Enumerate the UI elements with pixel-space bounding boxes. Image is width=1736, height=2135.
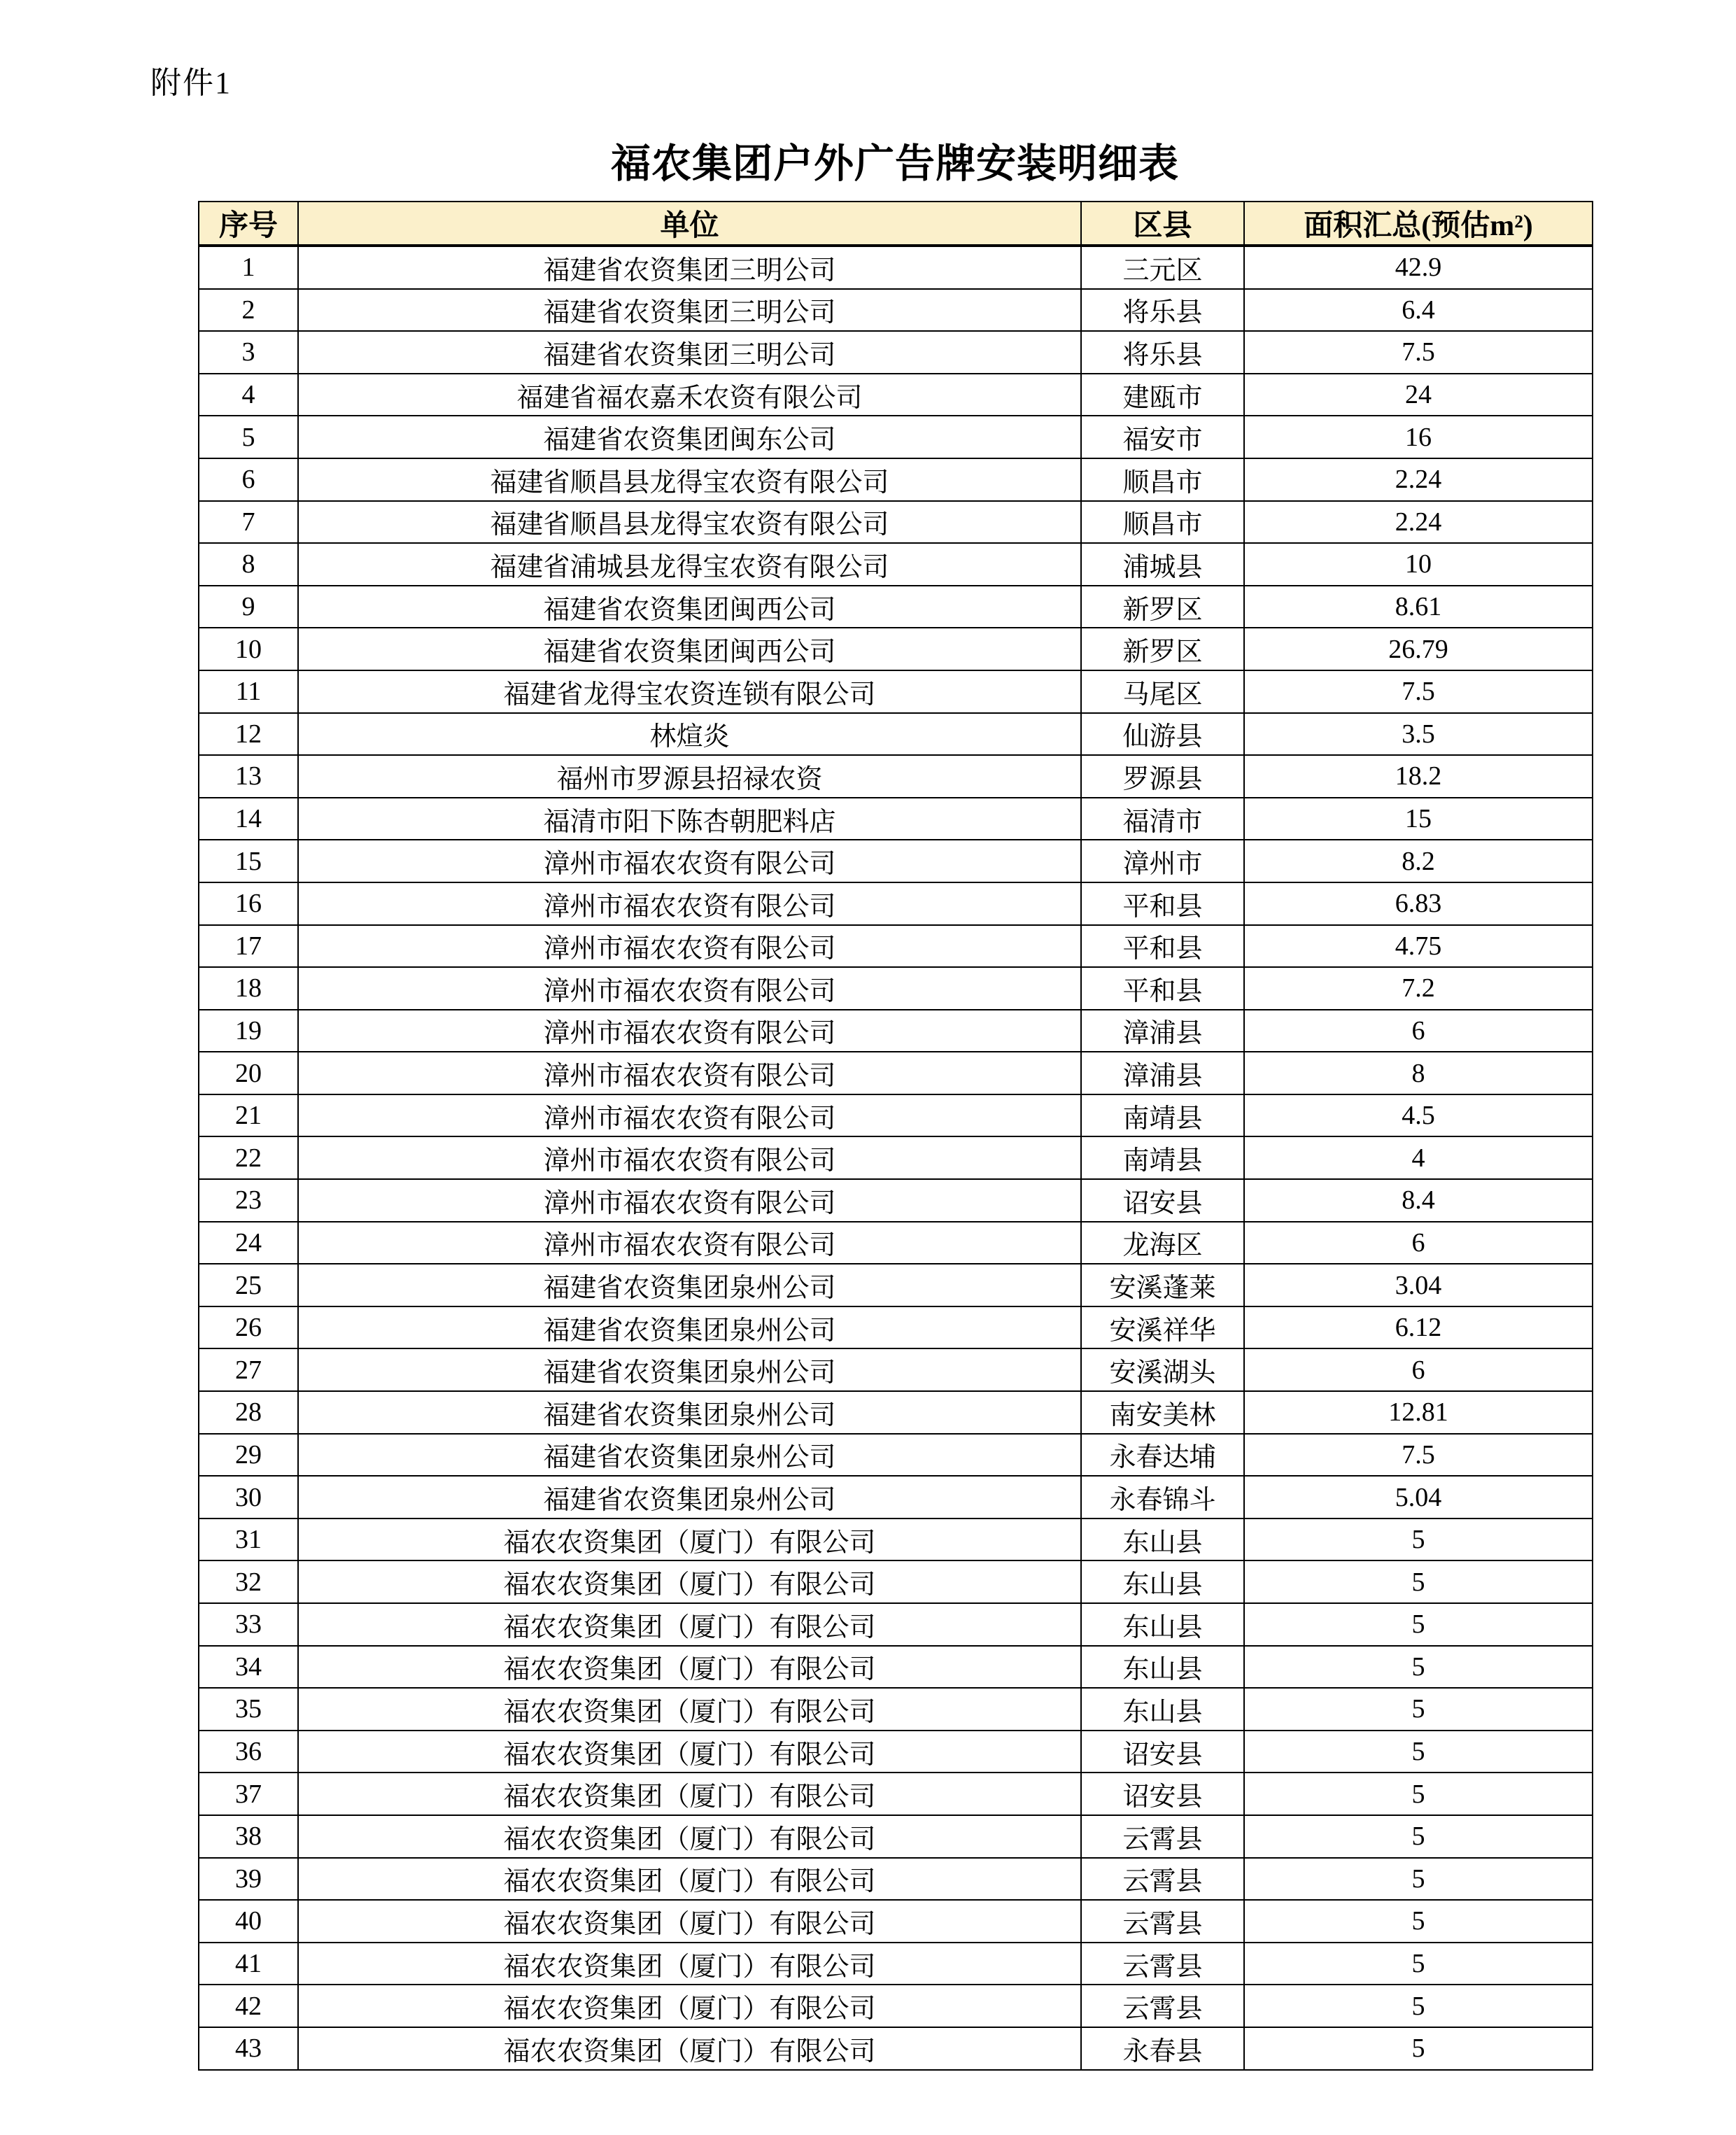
column-header-district: 区县	[1081, 202, 1244, 246]
table-row	[199, 1646, 1593, 1689]
cell-area: 6	[1244, 1222, 1593, 1264]
cell-no: 24	[199, 1222, 298, 1264]
table-row	[199, 289, 1593, 332]
cell-no: 13	[199, 755, 298, 798]
table-row	[199, 1773, 1593, 1815]
cell-unit: 漳州市福农农资有限公司	[298, 1010, 1081, 1052]
cell-district: 漳州市	[1081, 840, 1244, 882]
table-row	[199, 1434, 1593, 1477]
cell-district: 永春达埔	[1081, 1434, 1244, 1477]
cell-unit: 福建省农资集团泉州公司	[298, 1476, 1081, 1519]
cell-area: 6.12	[1244, 1306, 1593, 1349]
table-row	[199, 1391, 1593, 1434]
cell-unit: 漳州市福农农资有限公司	[298, 967, 1081, 1010]
table-row	[199, 755, 1593, 798]
cell-unit: 福建省顺昌县龙得宝农资有限公司	[298, 501, 1081, 544]
cell-district: 平和县	[1081, 967, 1244, 1010]
table-row	[199, 416, 1593, 458]
cell-no: 21	[199, 1094, 298, 1137]
cell-no: 38	[199, 1815, 298, 1858]
cell-district: 罗源县	[1081, 755, 1244, 798]
cell-unit: 福农农资集团（厦门）有限公司	[298, 1603, 1081, 1646]
cell-area: 5	[1244, 2027, 1593, 2070]
cell-unit: 福农农资集团（厦门）有限公司	[298, 1519, 1081, 1561]
table-row	[199, 1094, 1593, 1137]
cell-district: 将乐县	[1081, 331, 1244, 374]
table-row	[199, 1688, 1593, 1731]
cell-no: 10	[199, 628, 298, 670]
cell-unit: 福建省农资集团泉州公司	[298, 1434, 1081, 1477]
cell-district: 云霄县	[1081, 1943, 1244, 1985]
cell-district: 云霄县	[1081, 1858, 1244, 1901]
cell-no: 20	[199, 1052, 298, 1094]
cell-unit: 福建省龙得宝农资连锁有限公司	[298, 670, 1081, 713]
cell-district: 浦城县	[1081, 543, 1244, 586]
cell-district: 东山县	[1081, 1688, 1244, 1731]
table-row	[199, 1476, 1593, 1519]
cell-area: 6.83	[1244, 882, 1593, 925]
cell-district: 新罗区	[1081, 628, 1244, 670]
cell-district: 东山县	[1081, 1519, 1244, 1561]
table-row	[199, 670, 1593, 713]
table-row	[199, 882, 1593, 925]
table-row	[199, 458, 1593, 501]
cell-district: 云霄县	[1081, 1985, 1244, 2027]
cell-unit: 漳州市福农农资有限公司	[298, 882, 1081, 925]
cell-no: 15	[199, 840, 298, 882]
cell-no: 3	[199, 331, 298, 374]
cell-area: 5	[1244, 1900, 1593, 1943]
cell-unit: 福建省农资集团泉州公司	[298, 1264, 1081, 1306]
cell-area: 26.79	[1244, 628, 1593, 670]
cell-no: 7	[199, 501, 298, 544]
cell-area: 7.5	[1244, 331, 1593, 374]
cell-district: 东山县	[1081, 1560, 1244, 1603]
cell-district: 安溪蓬莱	[1081, 1264, 1244, 1306]
cell-area: 7.5	[1244, 1434, 1593, 1477]
table-row	[199, 1136, 1593, 1179]
cell-area: 5	[1244, 1646, 1593, 1689]
cell-district: 诏安县	[1081, 1773, 1244, 1815]
table-body	[199, 246, 1593, 2070]
cell-unit: 福州市罗源县招禄农资	[298, 755, 1081, 798]
page-title: 福农集团户外广告牌安装明细表	[611, 142, 1179, 186]
cell-area: 6.4	[1244, 289, 1593, 332]
cell-area: 6	[1244, 1010, 1593, 1052]
cell-unit: 福建省农资集团闽西公司	[298, 586, 1081, 628]
cell-no: 19	[199, 1010, 298, 1052]
cell-no: 30	[199, 1476, 298, 1519]
cell-no: 4	[199, 374, 298, 416]
cell-unit: 漳州市福农农资有限公司	[298, 1179, 1081, 1222]
cell-district: 诏安县	[1081, 1731, 1244, 1773]
cell-unit: 福农农资集团（厦门）有限公司	[298, 2027, 1081, 2070]
cell-district: 平和县	[1081, 882, 1244, 925]
cell-no: 27	[199, 1348, 298, 1391]
cell-district: 诏安县	[1081, 1179, 1244, 1222]
cell-area: 5	[1244, 1985, 1593, 2027]
cell-no: 23	[199, 1179, 298, 1222]
table-row	[199, 840, 1593, 882]
cell-area: 15	[1244, 798, 1593, 840]
cell-area: 5	[1244, 1688, 1593, 1731]
table-row	[199, 586, 1593, 628]
cell-area: 8.61	[1244, 586, 1593, 628]
cell-district: 安溪祥华	[1081, 1306, 1244, 1349]
cell-area: 3.04	[1244, 1264, 1593, 1306]
cell-area: 5	[1244, 1519, 1593, 1561]
cell-unit: 漳州市福农农资有限公司	[298, 925, 1081, 968]
cell-district: 龙海区	[1081, 1222, 1244, 1264]
cell-area: 16	[1244, 416, 1593, 458]
cell-unit: 福农农资集团（厦门）有限公司	[298, 1773, 1081, 1815]
cell-unit: 福建省农资集团三明公司	[298, 246, 1081, 289]
column-header-no: 序号	[199, 202, 298, 246]
cell-district: 永春县	[1081, 2027, 1244, 2070]
cell-no: 1	[199, 246, 298, 289]
table-row	[199, 1264, 1593, 1306]
cell-unit: 漳州市福农农资有限公司	[298, 1052, 1081, 1094]
cell-area: 8.2	[1244, 840, 1593, 882]
cell-area: 24	[1244, 374, 1593, 416]
column-header-unit: 单位	[298, 202, 1081, 246]
table-row	[199, 967, 1593, 1010]
table-row	[199, 1603, 1593, 1646]
cell-area: 5	[1244, 1603, 1593, 1646]
cell-area: 2.24	[1244, 458, 1593, 501]
cell-district: 云霄县	[1081, 1900, 1244, 1943]
cell-area: 7.2	[1244, 967, 1593, 1010]
table-row	[199, 543, 1593, 586]
table-row	[199, 1943, 1593, 1985]
cell-district: 安溪湖头	[1081, 1348, 1244, 1391]
cell-no: 2	[199, 289, 298, 332]
cell-district: 三元区	[1081, 246, 1244, 289]
cell-area: 4.75	[1244, 925, 1593, 968]
cell-district: 南靖县	[1081, 1094, 1244, 1137]
table-row	[199, 246, 1593, 289]
table-row	[199, 1519, 1593, 1561]
table-row	[199, 1222, 1593, 1264]
cell-unit: 福农农资集团（厦门）有限公司	[298, 1858, 1081, 1901]
cell-unit: 福农农资集团（厦门）有限公司	[298, 1731, 1081, 1773]
cell-district: 南靖县	[1081, 1136, 1244, 1179]
cell-unit: 福农农资集团（厦门）有限公司	[298, 1943, 1081, 1985]
table-header-row	[199, 202, 1593, 246]
cell-unit: 福建省农资集团闽东公司	[298, 416, 1081, 458]
cell-unit: 福建省农资集团闽西公司	[298, 628, 1081, 670]
cell-no: 39	[199, 1858, 298, 1901]
cell-area: 7.5	[1244, 670, 1593, 713]
cell-area: 12.81	[1244, 1391, 1593, 1434]
table-row	[199, 798, 1593, 840]
cell-no: 22	[199, 1136, 298, 1179]
cell-area: 4.5	[1244, 1094, 1593, 1137]
cell-district: 顺昌市	[1081, 501, 1244, 544]
cell-no: 43	[199, 2027, 298, 2070]
cell-area: 18.2	[1244, 755, 1593, 798]
cell-unit: 福建省顺昌县龙得宝农资有限公司	[298, 458, 1081, 501]
table-row	[199, 1179, 1593, 1222]
cell-unit: 林煊炎	[298, 713, 1081, 756]
cell-unit: 福农农资集团（厦门）有限公司	[298, 1985, 1081, 2027]
cell-no: 26	[199, 1306, 298, 1349]
table-row	[199, 1560, 1593, 1603]
cell-unit: 福建省农资集团三明公司	[298, 289, 1081, 332]
cell-no: 17	[199, 925, 298, 968]
cell-area: 6	[1244, 1348, 1593, 1391]
table-row	[199, 1900, 1593, 1943]
cell-district: 南安美林	[1081, 1391, 1244, 1434]
table-row	[199, 925, 1593, 968]
cell-area: 8.4	[1244, 1179, 1593, 1222]
cell-no: 5	[199, 416, 298, 458]
column-header-area: 面积汇总(预估m²)	[1244, 202, 1593, 246]
cell-unit: 福清市阳下陈杏朝肥料店	[298, 798, 1081, 840]
cell-unit: 福建省农资集团泉州公司	[298, 1391, 1081, 1434]
table-row	[199, 331, 1593, 374]
table-row	[199, 1010, 1593, 1052]
cell-no: 16	[199, 882, 298, 925]
cell-district: 福安市	[1081, 416, 1244, 458]
cell-district: 东山县	[1081, 1646, 1244, 1689]
table-row	[199, 1306, 1593, 1349]
cell-unit: 福农农资集团（厦门）有限公司	[298, 1560, 1081, 1603]
cell-no: 25	[199, 1264, 298, 1306]
cell-no: 41	[199, 1943, 298, 1985]
table-row	[199, 2027, 1593, 2070]
cell-no: 33	[199, 1603, 298, 1646]
cell-district: 马尾区	[1081, 670, 1244, 713]
cell-district: 顺昌市	[1081, 458, 1244, 501]
cell-unit: 福农农资集团（厦门）有限公司	[298, 1688, 1081, 1731]
table-row	[199, 1731, 1593, 1773]
cell-no: 8	[199, 543, 298, 586]
cell-no: 28	[199, 1391, 298, 1434]
cell-area: 5	[1244, 1773, 1593, 1815]
cell-area: 2.24	[1244, 501, 1593, 544]
cell-area: 8	[1244, 1052, 1593, 1094]
cell-area: 5	[1244, 1560, 1593, 1603]
cell-district: 福清市	[1081, 798, 1244, 840]
table-row	[199, 628, 1593, 670]
cell-no: 34	[199, 1646, 298, 1689]
cell-no: 35	[199, 1688, 298, 1731]
table-row	[199, 1348, 1593, 1391]
cell-district: 仙游县	[1081, 713, 1244, 756]
cell-district: 漳浦县	[1081, 1052, 1244, 1094]
table-row	[199, 713, 1593, 756]
cell-unit: 漳州市福农农资有限公司	[298, 1094, 1081, 1137]
cell-area: 5.04	[1244, 1476, 1593, 1519]
cell-district: 漳浦县	[1081, 1010, 1244, 1052]
table-header	[199, 202, 1593, 246]
cell-no: 32	[199, 1560, 298, 1603]
cell-no: 40	[199, 1900, 298, 1943]
cell-unit: 福建省福农嘉禾农资有限公司	[298, 374, 1081, 416]
cell-no: 9	[199, 586, 298, 628]
cell-no: 6	[199, 458, 298, 501]
cell-no: 12	[199, 713, 298, 756]
table-row	[199, 1985, 1593, 2027]
billboard-table	[198, 201, 1593, 2071]
cell-district: 新罗区	[1081, 586, 1244, 628]
cell-unit: 福建省浦城县龙得宝农资有限公司	[298, 543, 1081, 586]
cell-area: 42.9	[1244, 246, 1593, 289]
cell-no: 37	[199, 1773, 298, 1815]
cell-no: 31	[199, 1519, 298, 1561]
table-row	[199, 374, 1593, 416]
cell-unit: 福农农资集团（厦门）有限公司	[298, 1815, 1081, 1858]
cell-unit: 福建省农资集团泉州公司	[298, 1306, 1081, 1349]
cell-area: 3.5	[1244, 713, 1593, 756]
cell-district: 云霄县	[1081, 1815, 1244, 1858]
cell-area: 5	[1244, 1858, 1593, 1901]
cell-area: 5	[1244, 1815, 1593, 1858]
table-row	[199, 1858, 1593, 1901]
cell-unit: 漳州市福农农资有限公司	[298, 1222, 1081, 1264]
cell-unit: 福农农资集团（厦门）有限公司	[298, 1900, 1081, 1943]
table-row	[199, 1815, 1593, 1858]
attachment-label: 附件1	[150, 66, 232, 100]
cell-no: 29	[199, 1434, 298, 1477]
cell-district: 将乐县	[1081, 289, 1244, 332]
cell-unit: 漳州市福农农资有限公司	[298, 840, 1081, 882]
cell-unit: 福建省农资集团三明公司	[298, 331, 1081, 374]
table-row	[199, 1052, 1593, 1094]
cell-area: 10	[1244, 543, 1593, 586]
cell-district: 东山县	[1081, 1603, 1244, 1646]
cell-no: 11	[199, 670, 298, 713]
table-row	[199, 501, 1593, 544]
cell-no: 18	[199, 967, 298, 1010]
cell-unit: 漳州市福农农资有限公司	[298, 1136, 1081, 1179]
cell-district: 永春锦斗	[1081, 1476, 1244, 1519]
cell-no: 36	[199, 1731, 298, 1773]
cell-no: 14	[199, 798, 298, 840]
cell-area: 5	[1244, 1943, 1593, 1985]
cell-unit: 福建省农资集团泉州公司	[298, 1348, 1081, 1391]
cell-area: 4	[1244, 1136, 1593, 1179]
cell-district: 平和县	[1081, 925, 1244, 968]
cell-unit: 福农农资集团（厦门）有限公司	[298, 1646, 1081, 1689]
cell-district: 建瓯市	[1081, 374, 1244, 416]
cell-area: 5	[1244, 1731, 1593, 1773]
cell-no: 42	[199, 1985, 298, 2027]
